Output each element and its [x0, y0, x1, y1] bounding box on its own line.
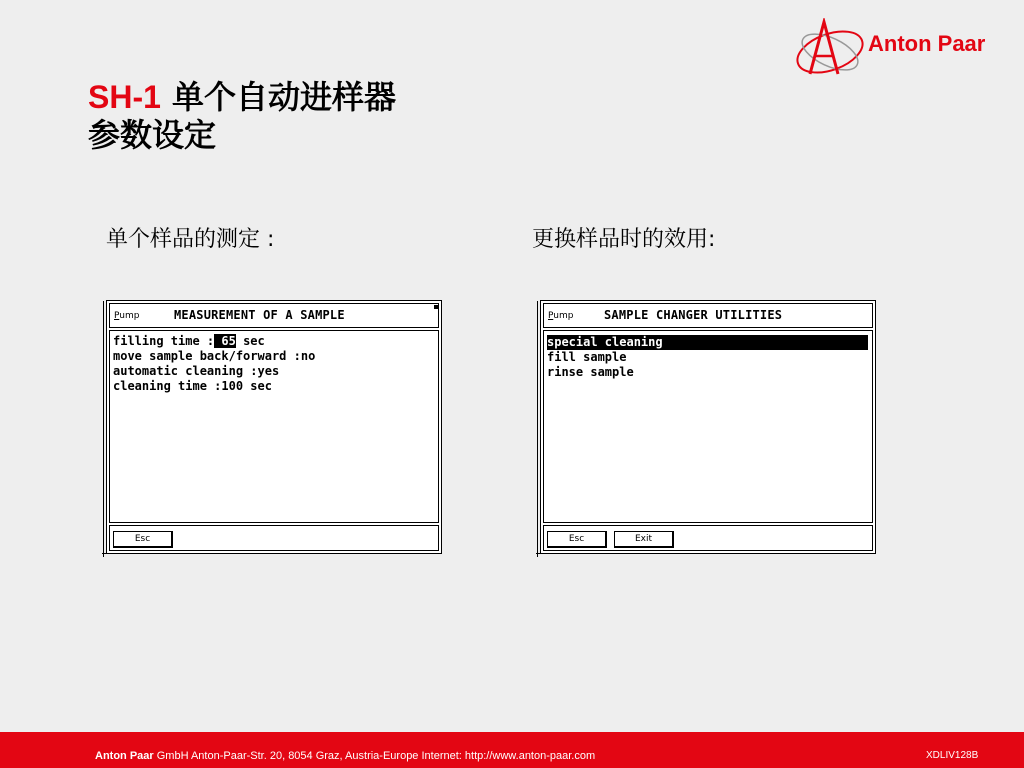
param-move-sample[interactable]: move sample back/forward :no	[113, 349, 316, 363]
utility-fill-sample[interactable]: fill sample	[547, 350, 627, 364]
esc-button[interactable]: Esc	[113, 531, 173, 548]
exit-button[interactable]: Exit	[614, 531, 674, 548]
caption-changer-utilities: 更换样品时的效用:	[532, 227, 716, 252]
screen-header	[543, 303, 873, 328]
footer-company: Anton Paar	[95, 750, 154, 762]
utility-special-cleaning[interactable]: special cleaning	[547, 335, 868, 350]
caption-single-sample: 单个样品的测定 :	[106, 227, 275, 252]
measurement-screen	[106, 300, 442, 554]
screen-header	[109, 303, 439, 328]
logo-text: Anton Paar	[868, 31, 986, 56]
menu-pump[interactable]: Pump	[114, 311, 140, 321]
esc-button[interactable]: Esc	[547, 531, 607, 548]
menu-pump[interactable]: Pump	[548, 311, 574, 321]
filling-time-value[interactable]: 65	[214, 334, 236, 348]
utilities-screen	[540, 300, 876, 554]
utility-rinse-sample[interactable]: rinse sample	[547, 365, 634, 379]
param-filling-time[interactable]	[113, 334, 265, 349]
footer-code: XDLIV128B	[926, 750, 979, 761]
indicator-dot	[434, 305, 438, 309]
param-automatic-cleaning[interactable]: automatic cleaning :yes	[113, 364, 280, 378]
footer-bar	[0, 732, 1024, 768]
slide-title	[88, 78, 396, 154]
filling-time-unit: sec	[235, 334, 265, 348]
title-line-2: 参数设定	[88, 116, 217, 154]
title-code: SH-1	[88, 79, 161, 115]
screen-body	[109, 330, 439, 523]
screen-title: SAMPLE CHANGER UTILITIES	[604, 308, 783, 322]
screen-footer	[543, 525, 873, 551]
screen-footer	[109, 525, 439, 551]
title-text: 单个自动进样器	[160, 78, 397, 116]
screen-title: MEASUREMENT OF A SAMPLE	[174, 308, 345, 322]
screen-body	[543, 330, 873, 523]
footer-address	[95, 750, 595, 762]
param-cleaning-time[interactable]: cleaning time :100 sec	[113, 379, 272, 393]
footer-text: GmbH Anton-Paar-Str. 20, 8054 Graz, Austria-Europe Internet: http://www.anton-paar.com	[153, 750, 596, 762]
filling-time-label: filling time :	[113, 334, 215, 348]
screen-shadow	[537, 301, 538, 557]
screen-shadow	[103, 301, 104, 557]
